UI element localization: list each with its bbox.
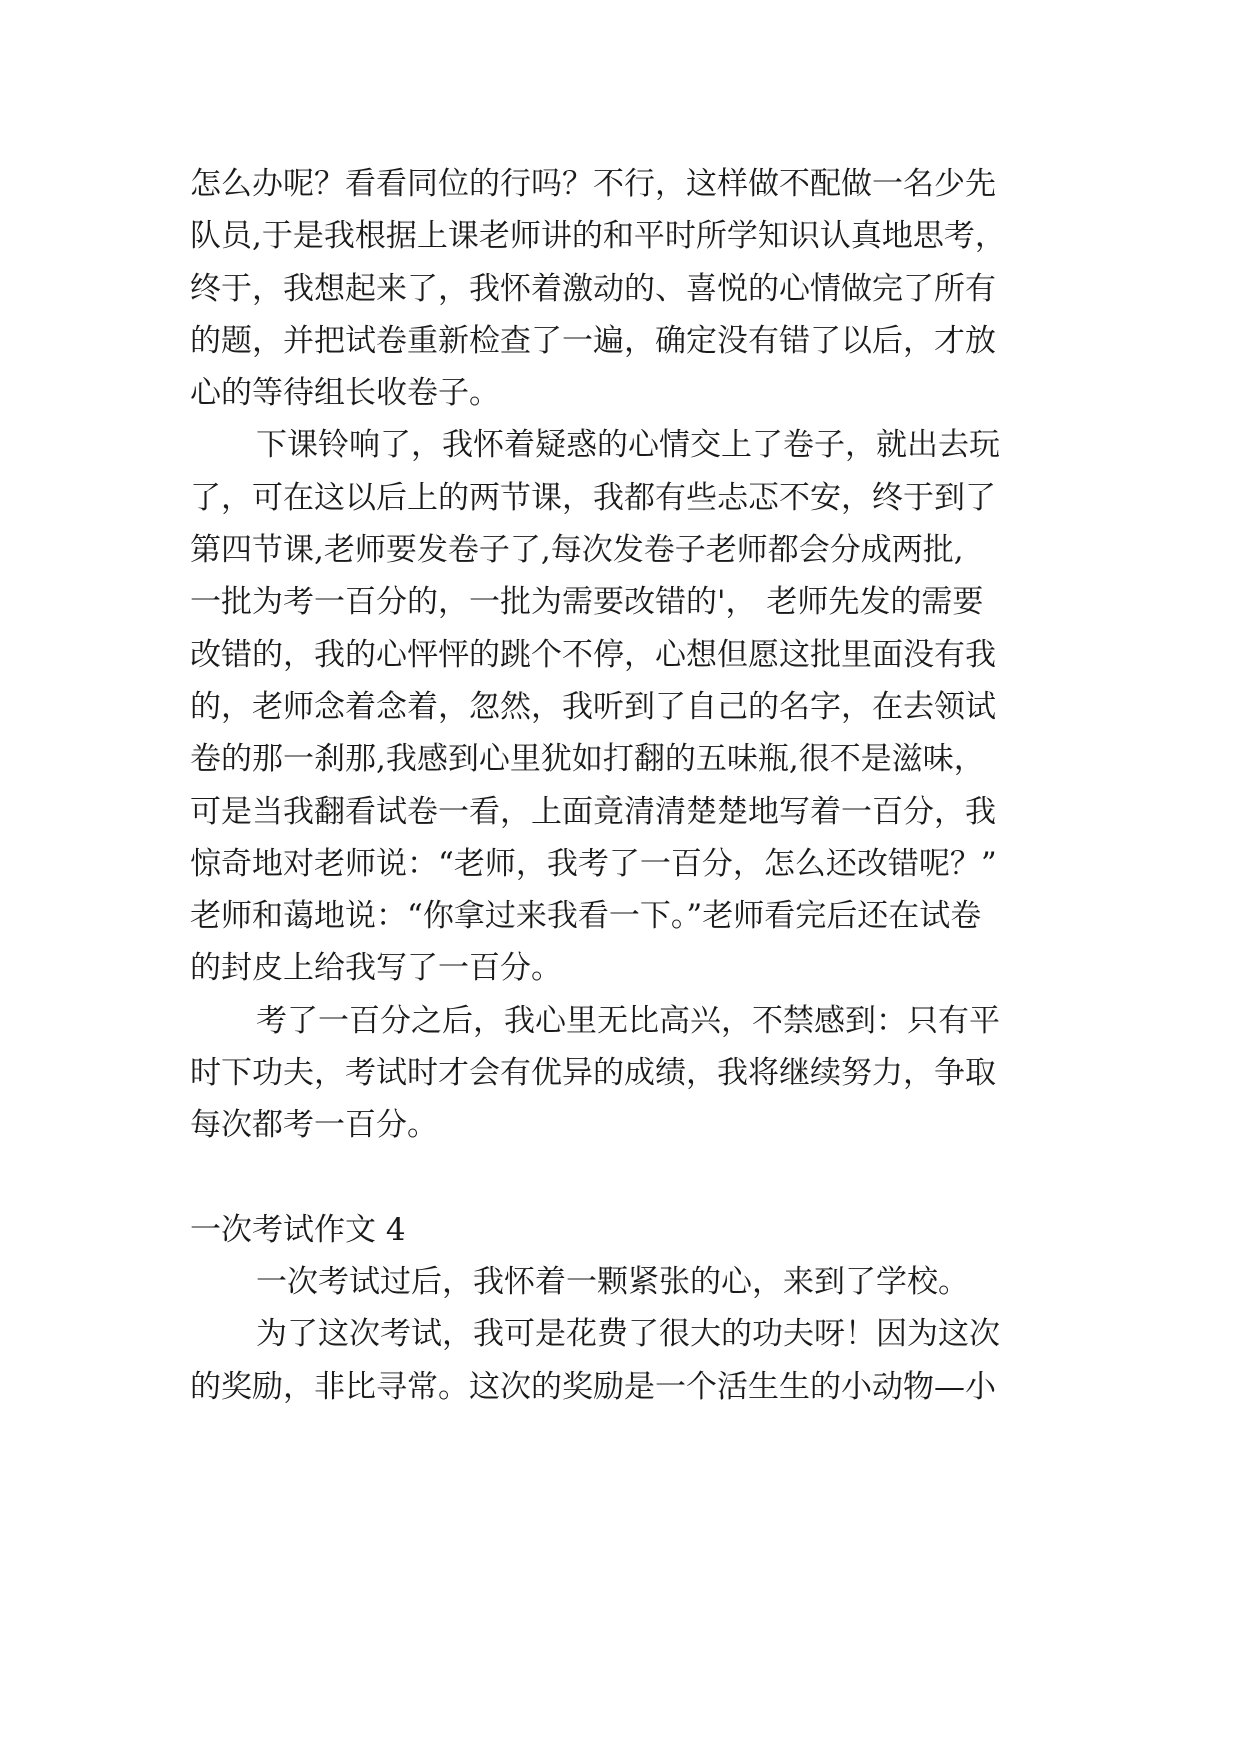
text-line: 一批为考一百分的，一批为需要改错的'， 老师先发的需要 xyxy=(190,584,984,621)
text-line: 卷的那一刹那,我感到心里犹如打翻的五味瓶,很不是滋味， xyxy=(190,741,985,778)
paragraph-3 xyxy=(190,995,1090,1152)
text-line: 怎么办呢？看看同位的行吗？不行，这样做不配做一名少先 xyxy=(190,166,996,202)
text-line: 终于，我想起来了，我怀着激动的、喜悦的心情做完了所有 xyxy=(190,270,996,307)
text-line: 第四节课,老师要发卷子了,每次发卷子老师都会分成两批, xyxy=(190,532,964,569)
paragraph-4 xyxy=(190,1256,1090,1308)
paragraph-5 xyxy=(190,1308,1090,1413)
text-line: 一次考试过后，我怀着一颗紧张的心，来到了学校。 xyxy=(256,1263,969,1300)
text-line: 的题，并把试卷重新检查了一遍，确定没有错了以后，才放 xyxy=(190,322,996,359)
paragraph-gap xyxy=(190,1152,1090,1204)
text-line: 老师和蔼地说：“你拿过来我看一下。”老师看完后还在试卷 xyxy=(190,898,982,935)
document-body xyxy=(190,158,1090,1413)
text-line: 的封皮上给我写了一百分。 xyxy=(190,950,562,987)
text-line: 惊奇地对老师说：“老师，我考了一百分，怎么还改错呢？” xyxy=(190,845,997,882)
text-line: 考了一百分之后，我心里无比高兴，不禁感到：只有平 xyxy=(256,1002,1000,1039)
text-line: 时下功夫，考试时才会有优异的成绩，我将继续努力，争取 xyxy=(190,1055,996,1092)
section-heading: 一次考试作文 4 xyxy=(190,1211,406,1248)
text-line: 可是当我翻看试卷一看，上面竟清清楚楚地写着一百分，我 xyxy=(190,793,996,830)
text-line: 为了这次考试，我可是花费了很大的功夫呀！因为这次 xyxy=(256,1316,1000,1353)
text-line: 每次都考一百分。 xyxy=(190,1107,438,1144)
text-line: 队员,于是我根据上课老师讲的和平时所学知识认真地思考， xyxy=(190,218,1006,255)
text-line: 下课铃响了，我怀着疑惑的心情交上了卷子，就出去玩 xyxy=(256,427,1000,464)
text-line: 的，老师念着念着，忽然，我听到了自己的名字，在去领试 xyxy=(190,688,996,725)
paragraph-1 xyxy=(190,158,1090,419)
text-line: 改错的，我的心怦怦的跳个不停，心想但愿这批里面没有我 xyxy=(190,636,996,673)
text-line: 的奖励，非比寻常。这次的奖励是一个活生生的小动物—小 xyxy=(190,1368,996,1405)
paragraph-2 xyxy=(190,419,1090,994)
text-line: 心的等待组长收卷子。 xyxy=(190,375,500,412)
text-line: 了，可在这以后上的两节课，我都有些忐忑不安，终于到了 xyxy=(190,479,996,516)
